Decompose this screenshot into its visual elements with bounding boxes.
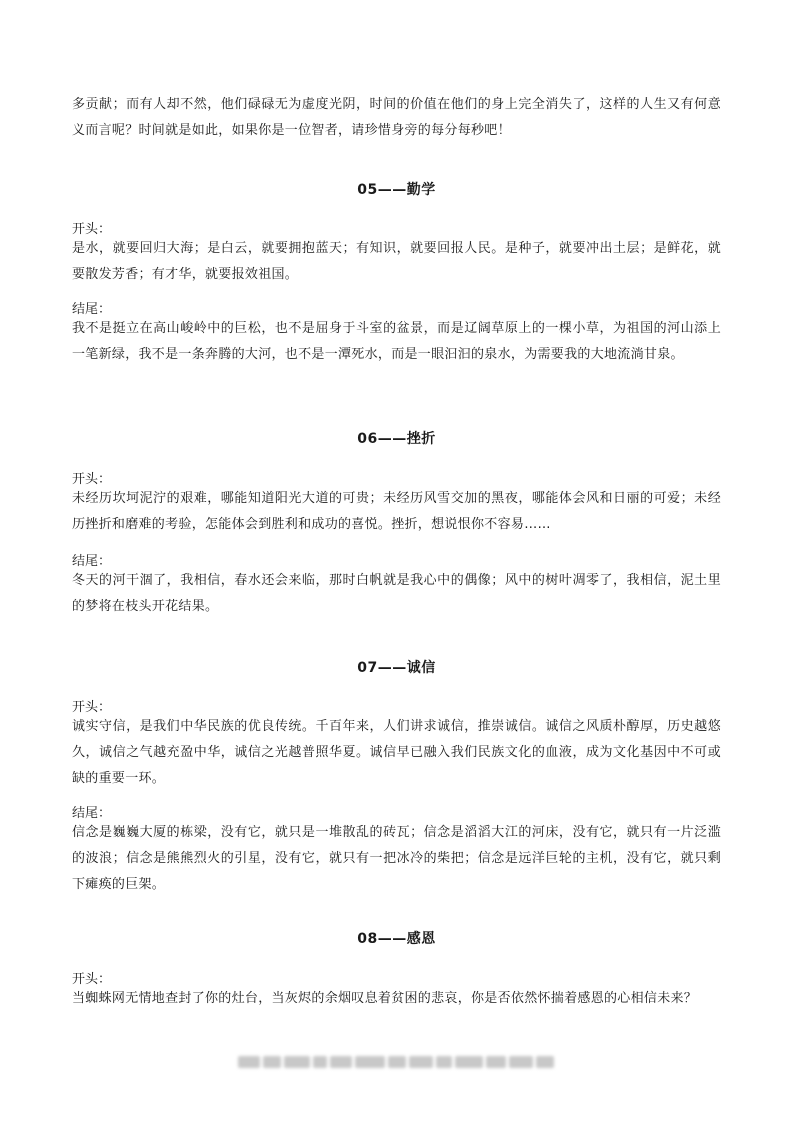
opening-label-05: 开头： [72,222,112,237]
ending-label-07: 结尾： [72,806,112,821]
opening-text-08: 当蜘蛛网无情地查封了你的灶台，当灰烬的余烟叹息着贫困的悲哀，你是否依然怀揣着感恩的心相信未来？ [72,991,698,1006]
ending-text-06: 冬天的河干涸了，我相信，春水还会来临，那时白帆就是我心中的偶像；风中的树叶凋零了，我相信，泥土里的梦将在枝头开花结果。 [72,573,721,614]
section-heading-06: 06——挫折 [357,431,436,447]
ending-text-07: 信念是巍巍大厦的栋梁，没有它，就只是一堆散乱的砖瓦；信念是滔滔大江的河床，没有它，就只有一片泛滥的波浪；信念是熊熊烈火的引星，没有它，就只有一把冰冷的柴把；信念是远洋巨轮的主机，没有它，就只剩下瘫痪的巨架。 [72,825,721,892]
ending-label-06: 结尾： [72,554,112,569]
opening-text-07: 诚实守信，是我们中华民族的优良传统。千百年来，人们讲求诚信，推崇诚信。诚信之风质朴醇厚，历史越悠久，诚信之气越充盈中华，诚信之光越普照华夏。诚信早已融入我们民族文化的血液，成为文化基因中不可或缺的重要一环。 [72,719,721,786]
intro-paragraph: 多贡献；而有人却不然，他们碌碌无为虚度光阴，时间的价值在他们的身上完全消失了，这样的人生又有何意义而言呢？时间就是如此，如果你是一位智者，请珍惜身旁的每分每秒吧！ [72,97,721,138]
section-heading-08: 08——感恩 [357,931,436,947]
ending-label-05: 结尾： [72,302,112,317]
opening-label-08: 开头： [72,972,112,987]
section-heading-07: 07——诚信 [357,660,436,676]
blurred-footer-watermark [238,1054,556,1070]
opening-text-05: 是水，就要回归大海；是白云，就要拥抱蓝天；有知识，就要回报人民。是种子，就要冲出土层；是鲜花，就要散发芳香；有才华，就要报效祖国。 [72,241,721,282]
opening-label-06: 开头： [72,472,112,487]
opening-label-07: 开头： [72,700,112,715]
section-heading-05: 05——勤学 [357,182,436,198]
ending-text-05: 我不是挺立在高山峻岭中的巨松，也不是屈身于斗室的盆景，而是辽阔草原上的一棵小草，为祖国的河山添上一笔新绿，我不是一条奔腾的大河，也不是一潭死水，而是一眼汩汩的泉水，为需要我的大地流淌甘泉。 [72,321,721,362]
opening-text-06: 未经历坎坷泥泞的艰难，哪能知道阳光大道的可贵；未经历风雪交加的黑夜，哪能体会风和日丽的可爱；未经历挫折和磨难的考验，怎能体会到胜利和成功的喜悦。挫折，想说恨你不容易…… [72,491,721,532]
